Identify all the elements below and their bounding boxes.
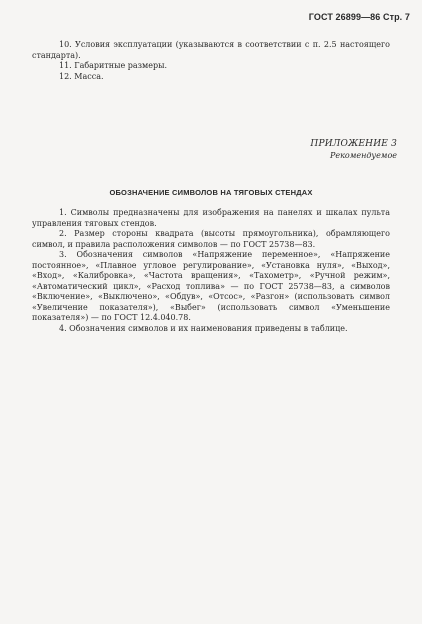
top-list bbox=[32, 40, 390, 82]
paragraph-3: 3. Обозначения символов «Напряжение переменное», «Напряжение постоянное», «Плавное угловое регулирование», «Установка нуля», «Выход», «Вход», «Калибровка», «Частота вращения», «Тахометр», «Ручной режим», «Автоматический цикл», «Расход топлива» — по ГОСТ 25738—83, а символов «Включение», «Выключено», «Обдув», «Отсос», «Разгон» (использовать символ «Увеличение показателя»), «Выбег» (использовать символ «Уменьшение показателя») — по ГОСТ 12.4.040.78. bbox=[32, 250, 390, 322]
list-item-10: 10. Условия эксплуатации (указываются в соответствии с п. 2.5 настоящего стандарта). bbox=[32, 40, 390, 60]
list-item-12: 12. Масса. bbox=[59, 71, 104, 81]
list-item-11: 11. Габаритные размеры. bbox=[59, 61, 168, 70]
paragraph-2: 2. Размер стороны квадрата (высоты прямоугольника), обрамляющего символ, и правила расположения символов — по ГОСТ 25738—83. bbox=[32, 229, 390, 249]
section-heading: ОБОЗНАЧЕНИЕ СИМВОЛОВ НА ТЯГОВЫХ СТЕНДАХ bbox=[109, 188, 313, 197]
body-text bbox=[32, 208, 390, 334]
appendix-subtitle: Рекомендуемое bbox=[330, 151, 397, 160]
appendix-label bbox=[310, 138, 397, 161]
paragraph-1: 1. Символы предназначены для изображения на панелях и шкалах пульта управления тяговых стендов. bbox=[32, 208, 390, 228]
appendix-title: ПРИЛОЖЕНИЕ 3 bbox=[310, 139, 397, 149]
page-header: ГОСТ 26899—86 Стр. 7 bbox=[308, 12, 410, 22]
paragraph-4: 4. Обозначения символов и их наименования приведены в таблице. bbox=[59, 323, 348, 333]
